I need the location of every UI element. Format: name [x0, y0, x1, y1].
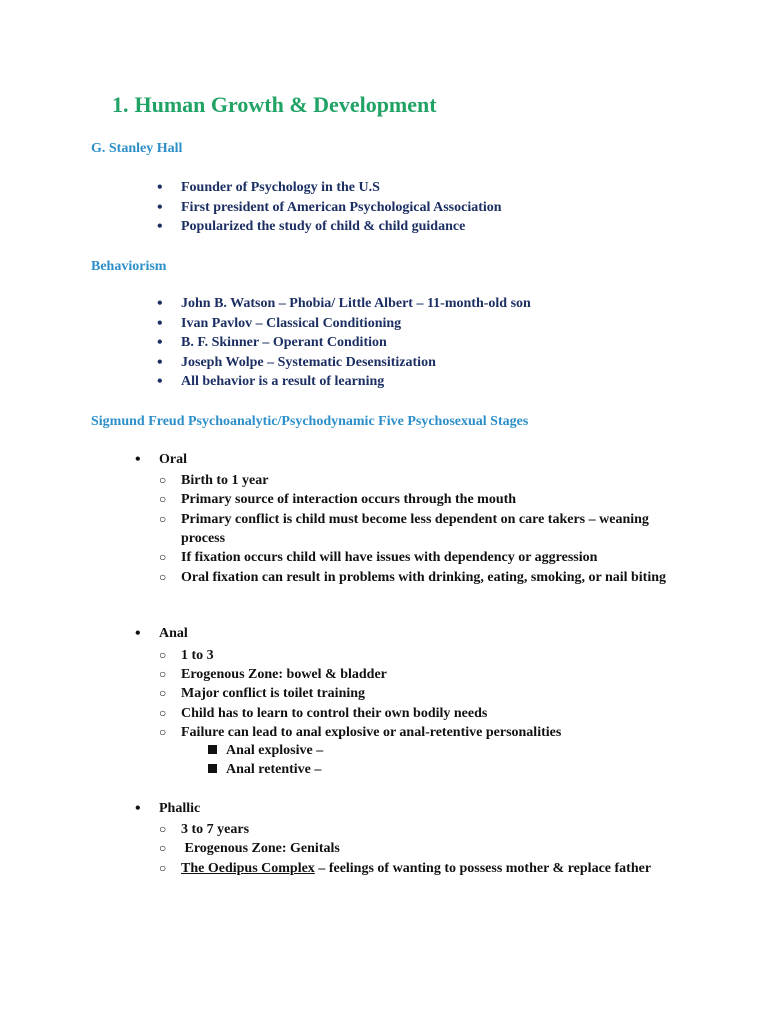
circle-bullet-icon: ○ [159, 492, 167, 506]
circle-bullet-icon: ○ [159, 841, 167, 855]
list-item: ○ Failure can lead to anal explosive or anal-retentive personalities [159, 725, 562, 740]
oedipus-description: – feelings of wanting to possess mother & replace father [314, 861, 652, 876]
oedipus-term: The Oedipus Complex [181, 861, 315, 876]
list-item: ○ 1 to 3 [159, 648, 214, 663]
list-item: ○ Child has to learn to control their own bodily needs [159, 706, 488, 721]
bullet-icon: • [135, 800, 141, 817]
bullet-icon: • [157, 373, 163, 390]
circle-bullet-icon: ○ [159, 648, 167, 662]
stage-oral: • Oral [135, 451, 187, 468]
section-heading-freud: Sigmund Freud Psychoanalytic/Psychodynamic Five Psychosexual Stages [91, 414, 529, 429]
list-item: ○ Primary conflict is child must become less dependent on care takers – weaning process [159, 512, 649, 546]
list-item: • Ivan Pavlov – Classical Conditioning [157, 315, 402, 332]
page-title [112, 92, 437, 118]
list-item: • John B. Watson – Phobia/ Little Albert – 11-month-old son [157, 295, 531, 312]
list-item: ○ Erogenous Zone: bowel & bladder [159, 667, 387, 682]
list-item [159, 859, 681, 878]
stage-phallic: • Phallic [135, 800, 201, 817]
list-item: Anal explosive – [226, 743, 323, 759]
list-item: ○ Erogenous Zone: Genitals [159, 841, 340, 856]
circle-bullet-icon: ○ [159, 667, 167, 681]
circle-bullet-icon: ○ [159, 822, 167, 836]
bullet-icon: • [157, 295, 163, 312]
bullet-icon: • [157, 334, 163, 351]
section-heading-hall: G. Stanley Hall [91, 141, 183, 156]
title-text: Human Growth & Development [134, 92, 437, 117]
bullet-icon: • [157, 315, 163, 332]
list-item: • Founder of Psychology in the U.S [157, 179, 380, 196]
list-item: • Popularized the study of child & child guidance [157, 218, 466, 235]
bullet-icon: • [157, 218, 163, 235]
list-item: ○ If fixation occurs child will have issues with dependency or aggression [159, 550, 598, 565]
list-item: ○ 3 to 7 years [159, 822, 250, 837]
square-bullet-icon [208, 764, 217, 773]
list-item: ○ Primary source of interaction occurs through the mouth [159, 492, 517, 507]
bullet-icon: • [157, 199, 163, 216]
list-item: ○ Oral fixation can result in problems with drinking, eating, smoking, or nail biting [159, 570, 667, 585]
stage-anal: • Anal [135, 625, 188, 642]
list-item: Anal retentive – [226, 762, 321, 778]
bullet-icon: • [157, 179, 163, 196]
circle-bullet-icon: ○ [159, 706, 167, 720]
circle-bullet-icon: ○ [159, 512, 167, 526]
circle-bullet-icon: ○ [159, 550, 167, 564]
circle-bullet-icon: ○ [159, 686, 167, 700]
list-item: • All behavior is a result of learning [157, 373, 385, 390]
circle-bullet-icon: ○ [159, 473, 167, 487]
circle-bullet-icon: ○ [159, 725, 167, 739]
bullet-icon: • [135, 451, 141, 468]
circle-bullet-icon: ○ [159, 861, 167, 875]
square-bullet-icon [208, 745, 217, 754]
title-number: 1. [112, 92, 129, 117]
list-item: ○ Birth to 1 year [159, 473, 269, 488]
list-item: • First president of American Psychological Association [157, 199, 502, 216]
circle-bullet-icon: ○ [159, 570, 167, 584]
bullet-icon: • [135, 625, 141, 642]
list-item: • Joseph Wolpe – Systematic Desensitization [157, 354, 436, 371]
bullet-icon: • [157, 354, 163, 371]
section-heading-behaviorism: Behaviorism [91, 259, 167, 274]
list-item: ○ Major conflict is toilet training [159, 686, 366, 701]
list-item: • B. F. Skinner – Operant Condition [157, 334, 387, 351]
